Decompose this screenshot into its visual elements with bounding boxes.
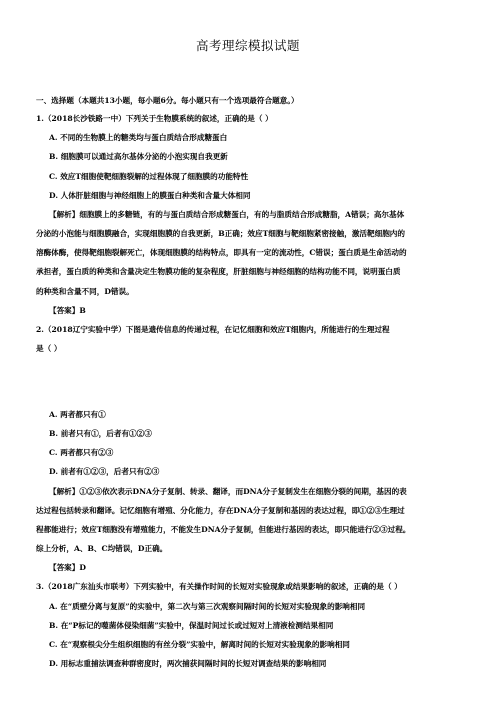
question-3-stem: 3.（2018广东汕头市联考）下列实验中，有关操作时间的长短对实验现象或结果影响的叙述，正确的是（ ） <box>36 582 402 591</box>
question-1-option-d: D. 人体肝脏细胞与神经细胞上的膜蛋白种类和含量大体相同 <box>49 191 251 200</box>
question-1-option-b: B. 细胞膜可以通过高尔基体分泌的小泡实现自我更新 <box>49 152 228 161</box>
question-2-analysis-line: 综上分析，A、B、C均错误，D正确。 <box>36 544 168 553</box>
question-2-option-a: A. 两者都只有① <box>49 410 106 419</box>
question-3-option-d: D. 用标志重捕法调查种群密度时，两次捕获间隔时间的长短对调查结果的影响相同 <box>49 659 327 668</box>
question-2-analysis-line: 【解析】①②③依次表示DNA分子复制、转录、翻译，而DNA分子复制发生在细胞分裂的间期，基因的表 <box>49 487 407 496</box>
question-1-option-c: C. 效应T细胞使靶细胞裂解的过程体现了细胞膜的功能特性 <box>49 172 249 181</box>
question-2-option-c: C. 两者都只有②③ <box>49 448 114 457</box>
question-2-answer: 【答案】D <box>49 563 86 572</box>
question-2-stem-cont: 是（ ） <box>36 344 62 353</box>
question-2-analysis-line: 达过程包括转录和翻译。记忆细胞有增殖、分化能力，存在DNA分子复制和基因的表达过程，即①②③生理过 <box>36 506 405 515</box>
question-3-option-a: A. 在“质壁分离与复原”的实验中，第二次与第三次观察间隔时间的长短对实验现象的影响相同 <box>49 602 366 611</box>
question-2-analysis-line: 程都能进行；效应T细胞没有增殖能力，不能发生DNA分子复制，但能进行基因的表达，即只能进行②③过程。 <box>36 525 411 534</box>
question-3-option-c: C. 在“观察根尖分生组织细胞的有丝分裂”实验中，解离时间的长短对实验现象的影响相同 <box>49 640 350 649</box>
question-1-analysis-line: 分泌的小泡能与细胞膜融合，实现细胞膜的自我更新，B正确；效应T细胞与靶细胞紧密接触，激活靶细胞内的 <box>36 229 405 238</box>
question-2-stem: 2.（2018辽宁实验中学）下图是遗传信息的传递过程，在记忆细胞和效应T细胞内，所能进行的生理过程 <box>36 325 390 334</box>
question-1-analysis-line: 的种类和含量不同，D错误。 <box>36 287 134 296</box>
section-heading: 一、选择题（本题共13小题，每小题6分。每小题只有一个选项最符合题意。） <box>36 96 299 105</box>
question-3-option-b: B. 在“P标记的噬菌体侵染细菌”实验中，保温时间过长或过短对上清液检测结果相同 <box>49 621 334 630</box>
question-1-analysis-line: 承担者，蛋白质的种类和含量决定生物膜功能的复杂程度，肝脏细胞与神经细胞的结构功能不同，说明蛋白质 <box>36 267 401 276</box>
question-2-option-b: B. 前者只有①，后者有①②③ <box>49 429 152 438</box>
page-title: 高考理综模拟试题 <box>195 38 300 53</box>
question-1-stem: 1.（2018长沙铁路一中）下列关于生物膜系统的叙述，正确的是（ ） <box>36 114 273 123</box>
question-1-option-a: A. 不同的生物膜上的糖类均与蛋白质结合形成糖蛋白 <box>49 133 228 142</box>
question-1-analysis-line: 溶酶体酶，使得靶细胞裂解死亡，体现细胞膜的结构特点，即具有一定的流动性，C错误；蛋白质是生命活动的 <box>36 248 407 257</box>
question-2-option-d: D. 前者有①②③，后者只有②③ <box>49 467 160 476</box>
question-1-analysis-line: 【解析】细胞膜上的多糖链，有的与蛋白质结合形成糖蛋白，有的与脂质结合形成糖脂，A错误；高尔基体 <box>49 210 405 219</box>
question-1-answer: 【答案】B <box>49 306 86 315</box>
